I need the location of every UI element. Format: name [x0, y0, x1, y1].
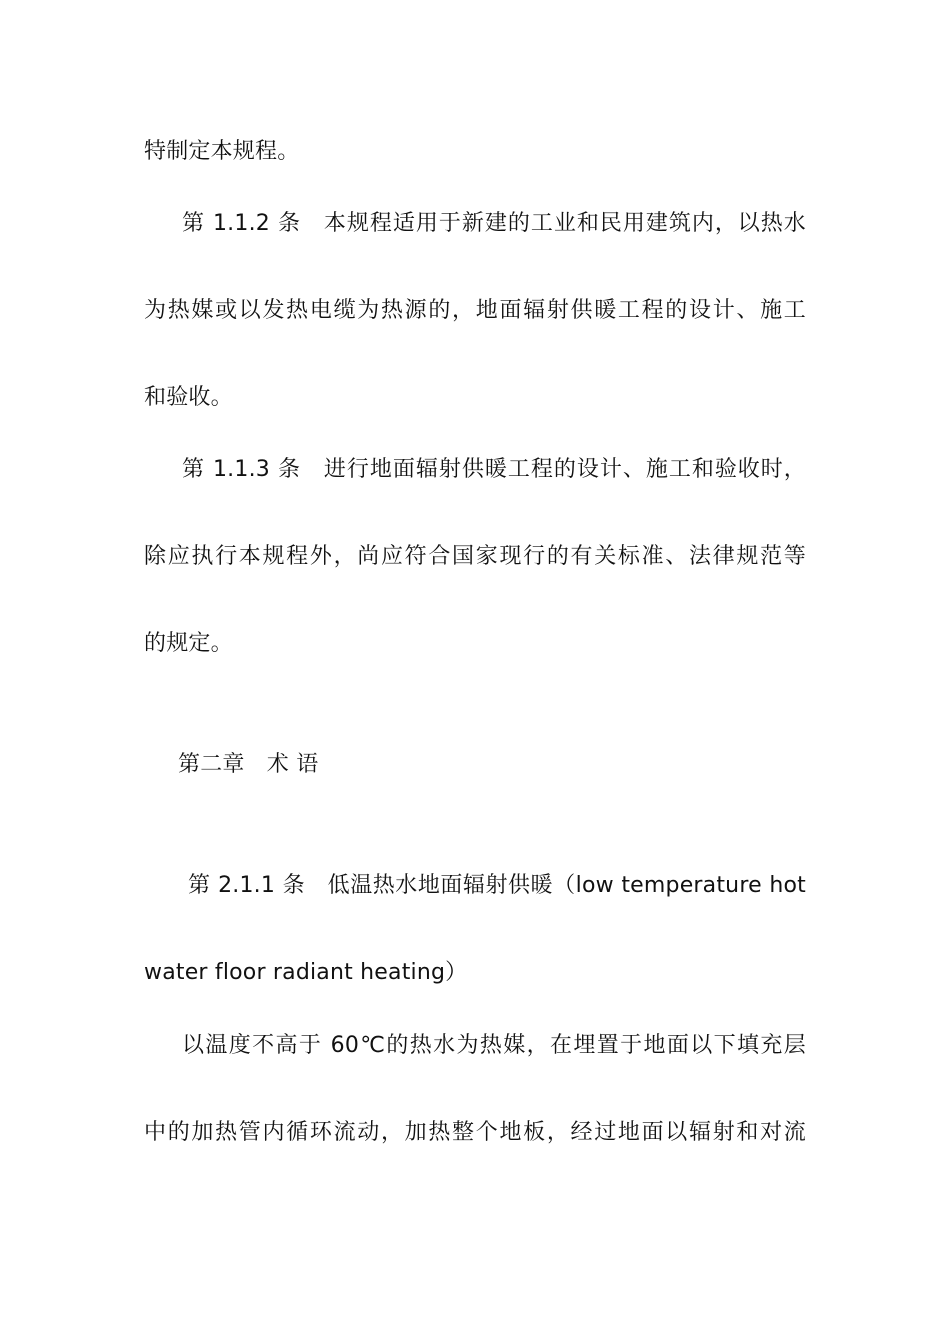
clause-1-1-2-line: 第 1.1.2 条 本规程适用于新建的工业和民用建筑内，以热水: [182, 211, 806, 236]
text-line: 和验收。: [144, 385, 233, 410]
text-line: 除应执行本规程外，尚应符合国家现行的有关标准、法律规范等: [144, 544, 806, 569]
definition-line: 以温度不高于 60℃的热水为热媒，在埋置于地面以下填充层: [182, 1033, 806, 1058]
text-line: water floor radiant heating）: [144, 960, 468, 985]
text-line: 中的加热管内循环流动，加热整个地板，经过地面以辐射和对流: [144, 1120, 806, 1145]
chapter-heading: 第二章 术 语: [178, 752, 319, 777]
text-line: 为热媒或以发热电缆为热源的，地面辐射供暖工程的设计、施工: [144, 298, 806, 323]
clause-1-1-3-line: 第 1.1.3 条 进行地面辐射供暖工程的设计、施工和验收时，: [182, 457, 806, 482]
text-line: 特制定本规程。: [144, 139, 300, 164]
text-line: 的规定。: [144, 631, 233, 656]
clause-2-1-1-line: 第 2.1.1 条 低温热水地面辐射供暖（low temperature hot: [188, 873, 806, 898]
